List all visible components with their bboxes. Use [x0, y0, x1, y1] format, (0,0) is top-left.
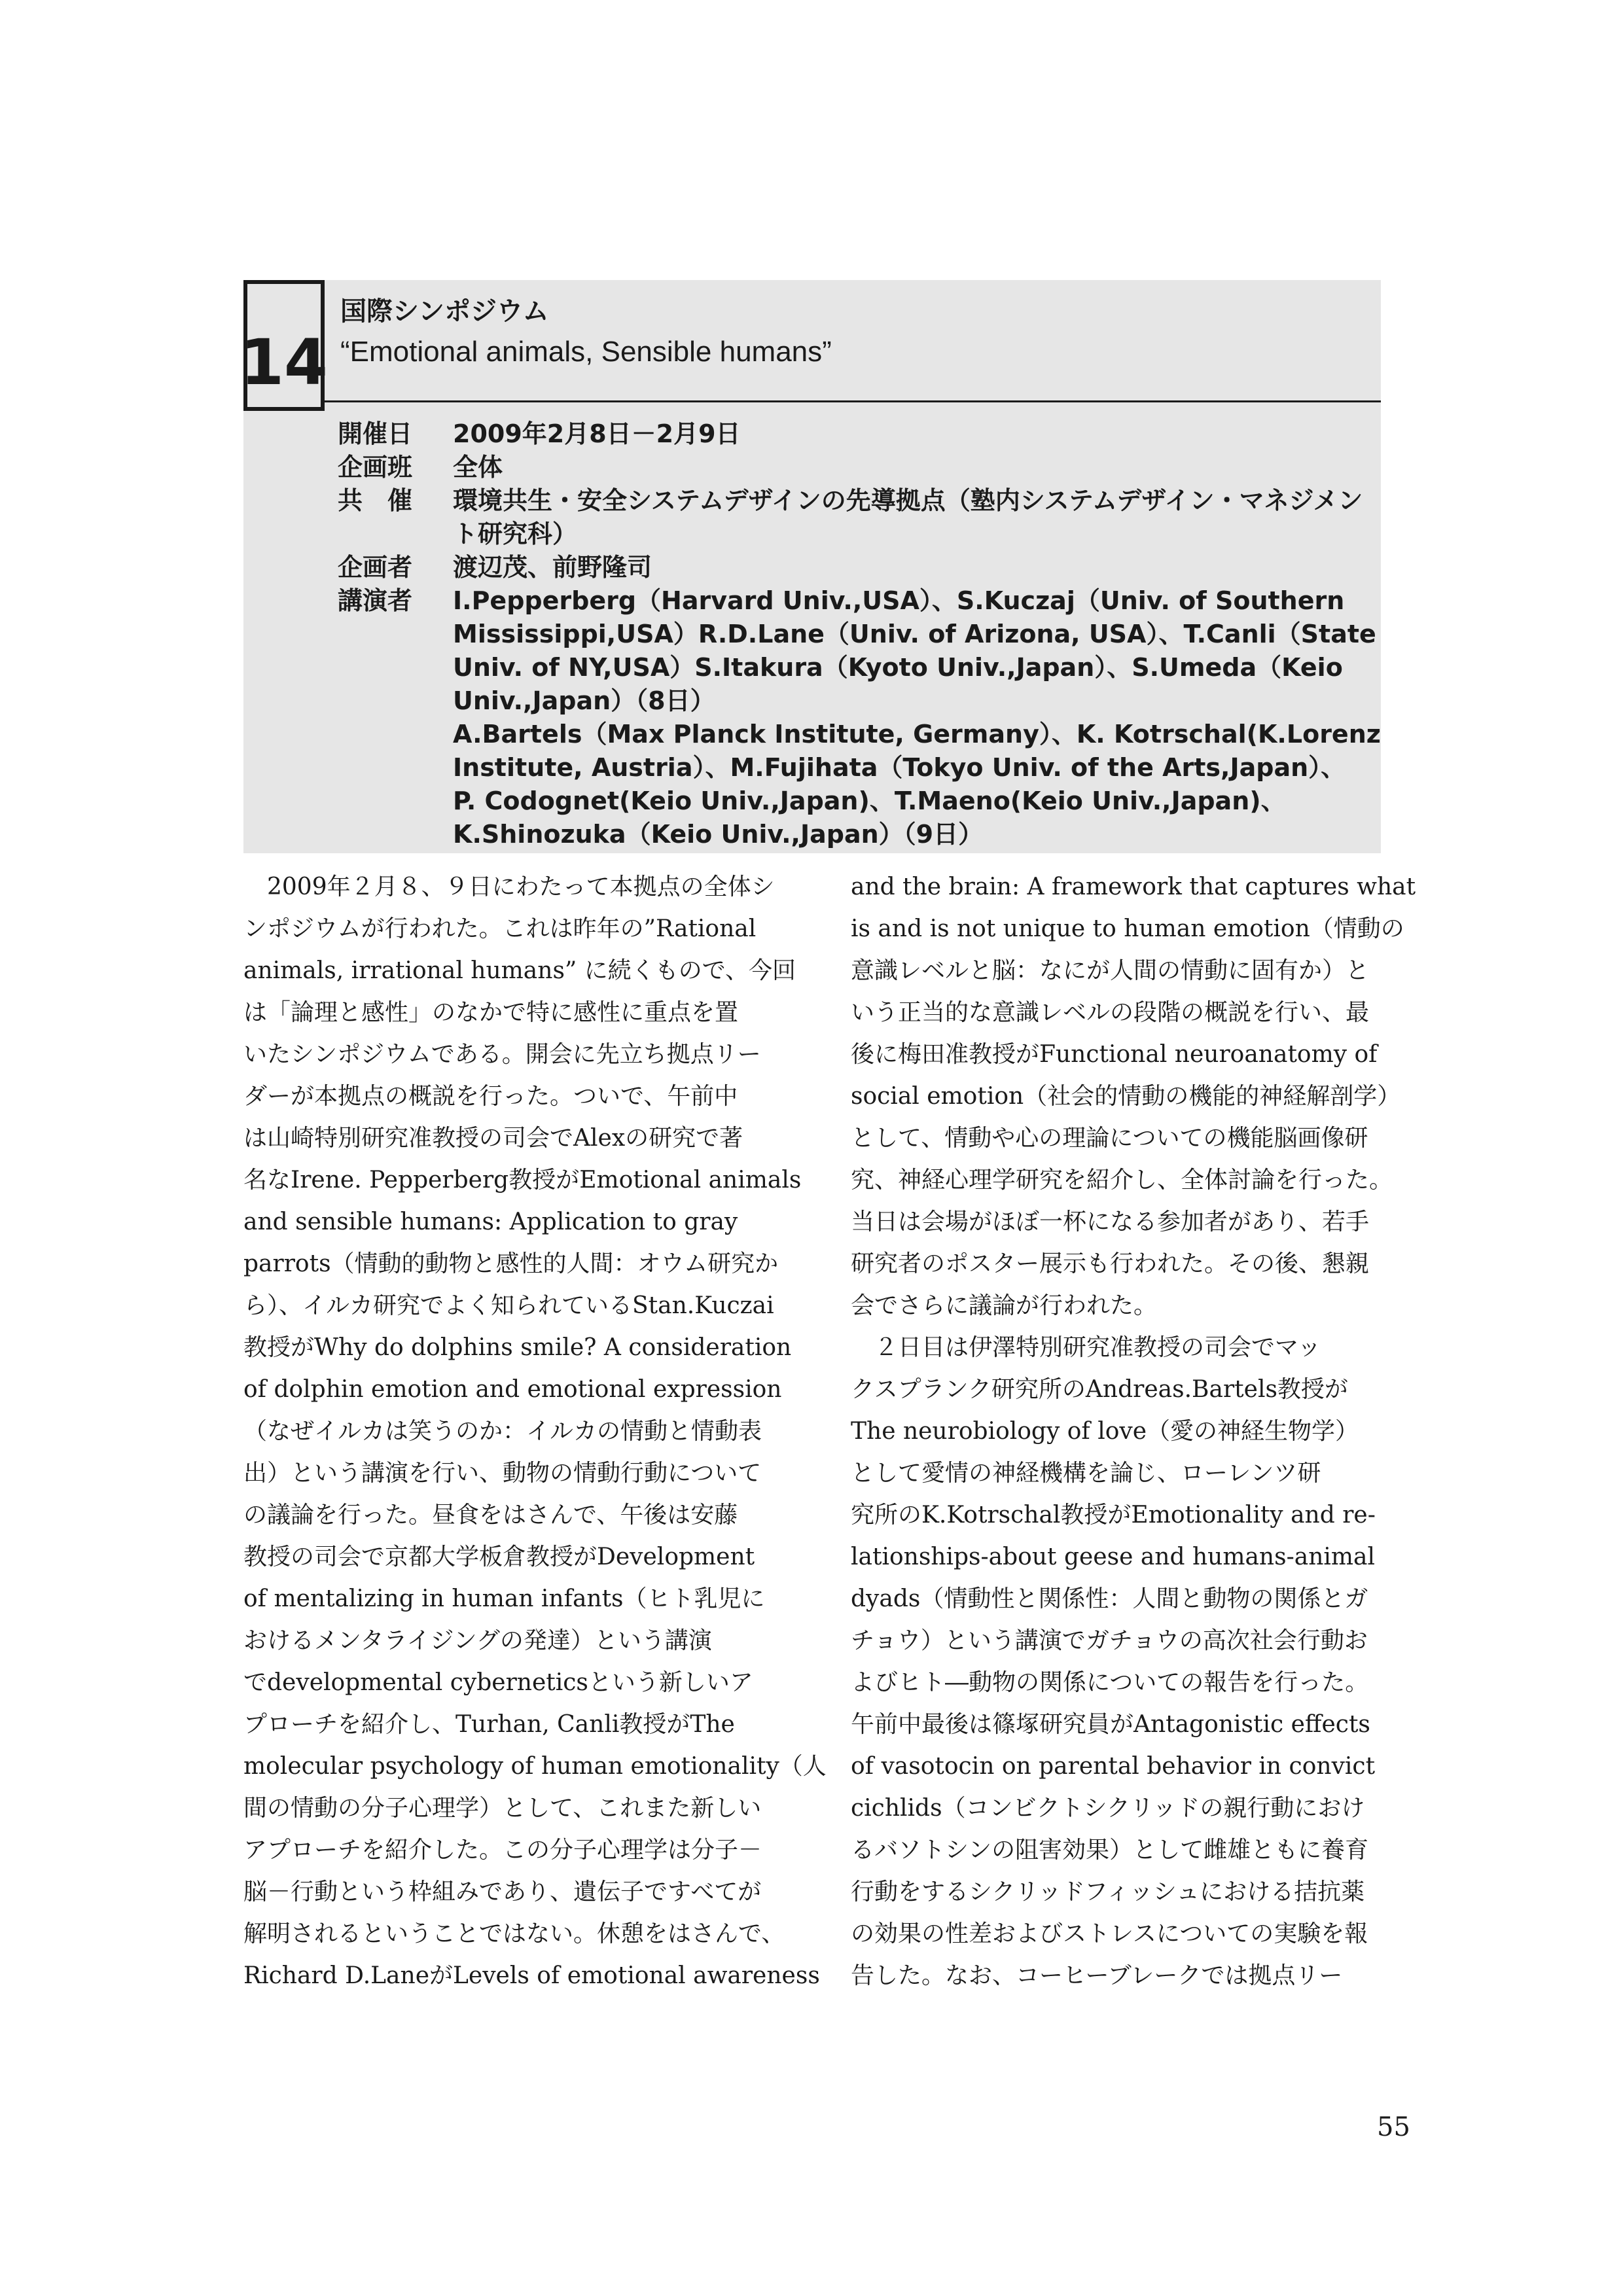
body-text-line: ダーが本拠点の概説を行った。ついで、午前中: [243, 1083, 738, 1110]
info-value-line: I.Pepperberg（Harvard Univ.,USA）、S.Kuczaj（Univ. of Southern: [453, 586, 1345, 615]
info-value-line: 2009年2月8日－2月9日: [453, 419, 741, 448]
page-number: 55: [1377, 2112, 1410, 2142]
info-value: [453, 551, 1381, 584]
body-text-line: 教授がWhy do dolphins smile? A consideration: [243, 1334, 792, 1361]
body-text-line: プローチを紹介し、Turhan, Canli教授がThe: [243, 1711, 735, 1738]
body-text-line: るバソトシンの阻害効果）として雌雄ともに養育: [851, 1837, 1369, 1863]
info-value-line: 渡辺茂、前野隆司: [453, 553, 652, 582]
body-text-line: いたシンポジウムである。開会に先立ち拠点リー: [243, 1041, 761, 1068]
body-text-line: 究、神経心理学研究を紹介し、全体討論を行った。: [851, 1167, 1393, 1193]
body-column-right: [851, 866, 1414, 1997]
info-value-line: Institute, Austria）、M.Fujihata（Tokyo Univ. of the Arts,Japan）、: [453, 753, 1346, 782]
body-text-line: 意識レベルと脳：なにが人間の情動に固有か）と: [851, 957, 1370, 984]
info-row: [338, 484, 1381, 551]
body-text-line: として、情動や心の理論についての機能脳画像研: [851, 1125, 1368, 1152]
body-text-line: 午前中最後は篠塚研究員がAntagonistic effects: [851, 1711, 1370, 1738]
body-text-line: いう正当的な意識レベルの段階の概説を行い、最: [851, 999, 1370, 1026]
info-value: [453, 584, 1381, 851]
info-label: 企画班: [338, 453, 413, 482]
info-label: 講演者: [338, 586, 413, 615]
info-value-line: ト研究科）: [453, 520, 578, 548]
body-text-line: and the brain: A framework that captures what: [851, 874, 1416, 900]
body-text-line: アプローチを紹介した。この分子心理学は分子－: [243, 1837, 762, 1863]
body-text-line: チョウ）という講演でガチョウの高次社会行動お: [851, 1627, 1368, 1654]
body-text-line: and sensible humans: Application to gray: [243, 1209, 738, 1235]
info-value-line: K.Shinozuka（Keio Univ.,Japan）（9日）: [453, 820, 984, 849]
body-text-line: 後に梅田准教授がFunctional neuroanatomy of: [851, 1041, 1378, 1068]
body-text-line: of mentalizing in human infants（ヒト乳児に: [243, 1585, 765, 1612]
body-text-line: クスプランク研究所のAndreas.Bartels教授が: [851, 1376, 1348, 1403]
info-label: 企画者: [338, 553, 413, 582]
body-text-line: parrots（情動的動物と感性的人間：オウム研究か: [243, 1250, 779, 1277]
body-text-line: molecular psychology of human emotionality（人: [243, 1753, 827, 1780]
info-value-line: Univ.,Japan）（8日）: [453, 686, 715, 715]
body-text-line: of dolphin emotion and emotional expression: [243, 1376, 782, 1403]
body-text-line: social emotion（社会的情動の機能的神経解剖学）: [851, 1083, 1401, 1110]
body-text-line: 会でさらに議論が行われた。: [851, 1292, 1158, 1319]
body-text-line: lationships-about geese and humans-animal: [851, 1544, 1376, 1570]
body-text-line: の議論を行った。昼食をはさんで、午後は安藤: [243, 1502, 738, 1528]
body-text-line: 間の情動の分子心理学）として、これまた新しい: [243, 1795, 762, 1822]
body-text-line: 名なIrene. Pepperberg教授がEmotional animals: [243, 1167, 802, 1193]
body-text-line: 脳－行動という枠組みであり、遺伝子ですべてが: [243, 1879, 762, 1905]
section-subtitle: “Emotional animals, Sensible humans”: [340, 336, 832, 368]
body-text-line: 2009年２月８、９日にわたって本拠点の全体シ: [267, 874, 775, 900]
body-text-line: The neurobiology of love（愛の神経生物学）: [851, 1418, 1359, 1445]
body-text-line: 解明されるということではない。休憩をはさんで、: [243, 1920, 785, 1947]
body-text-line: 当日は会場がほぼ一杯になる参加者があり、若手: [851, 1209, 1370, 1235]
body-text-line: animals, irrational humans” に続くもので、今回: [243, 957, 796, 984]
info-value-line: Univ. of NY,USA）S.Itakura（Kyoto Univ.,Japan）、S.Umeda（Keio: [453, 653, 1343, 682]
body-text-line: 研究者のポスター展示も行われた。その後、懇親: [851, 1250, 1370, 1277]
body-text-line: cichlids（コンビクトシクリッドの親行動におけ: [851, 1795, 1365, 1822]
body-text-line: 告した。なお、コーヒーブレークでは拠点リー: [851, 1962, 1343, 1989]
body-text-line: は山崎特別研究准教授の司会でAlexの研究で著: [243, 1125, 743, 1152]
body-text-line: 行動をするシクリッドフィッシュにおける拮抗薬: [851, 1879, 1365, 1905]
body-text-line: の効果の性差およびストレスについての実験を報: [851, 1920, 1368, 1947]
body-text-line: 出）という講演を行い、動物の情動行動について: [243, 1460, 762, 1487]
body-text-line: でdevelopmental cyberneticsという新しいア: [243, 1669, 753, 1696]
body-text-line: ２日目は伊澤特別研究准教授の司会でマッ: [874, 1334, 1321, 1361]
body-text-line: おけるメンタライジングの発達）という講演: [243, 1627, 712, 1654]
info-label: 開催日: [338, 419, 413, 448]
body-column-left: [243, 866, 827, 1997]
section-number: 14: [243, 280, 325, 411]
info-value: [453, 451, 1381, 484]
body-text-line: よびヒト―動物の関係についての報告を行った。: [851, 1669, 1369, 1696]
info-value: [453, 417, 1381, 451]
body-text-line: of vasotocin on parental behavior in convict: [851, 1753, 1376, 1780]
body-text-line: 究所のK.Kotrschal教授がEmotionality and re-: [851, 1502, 1376, 1528]
info-value-line: A.Bartels（Max Planck Institute, Germany）、K. Kotrschal(K.Lorenz: [453, 720, 1381, 749]
info-row: [338, 584, 1381, 851]
body-text-line: ら）、イルカ研究でよく知られているStan.Kuczai: [243, 1292, 774, 1319]
info-row: [338, 417, 1381, 451]
info-value-line: P. Codognet(Keio Univ.,Japan)、T.Maeno(Keio Univ.,Japan)、: [453, 786, 1286, 815]
info-value: [453, 484, 1381, 551]
info-value-line: 全体: [453, 453, 503, 482]
body-text-line: ンポジウムが行われた。これは昨年の”Rational: [243, 915, 757, 942]
body-text-line: dyads（情動性と関係性：人間と動物の関係とガ: [851, 1585, 1368, 1612]
body-text-line: として愛情の神経機構を論じ、ローレンツ研: [851, 1460, 1321, 1487]
info-value-line: Mississippi,USA）R.D.Lane（Univ. of Arizona, USA）、T.Canli（State: [453, 620, 1376, 648]
body-text-line: （なぜイルカは笑うのか：イルカの情動と情動表: [243, 1418, 762, 1445]
event-info-table: [338, 417, 1381, 851]
heading-divider: [325, 400, 1381, 402]
body-text-line: 教授の司会で京都大学板倉教授がDevelopment: [243, 1544, 755, 1570]
info-value-line: 環境共生・安全システムデザインの先導拠点（塾内システムデザイン・マネジメン: [453, 486, 1363, 515]
body-text-line: Richard D.LaneがLevels of emotional awareness: [243, 1962, 820, 1989]
info-label: 共 催: [338, 486, 413, 515]
info-row: [338, 551, 1381, 584]
section-title: 国際シンポジウム: [340, 296, 549, 327]
body-text-line: is and is not unique to human emotion（情動の: [851, 915, 1404, 942]
body-text-line: は「論理と感性」のなかで特に感性に重点を置: [243, 999, 739, 1026]
info-row: [338, 451, 1381, 484]
